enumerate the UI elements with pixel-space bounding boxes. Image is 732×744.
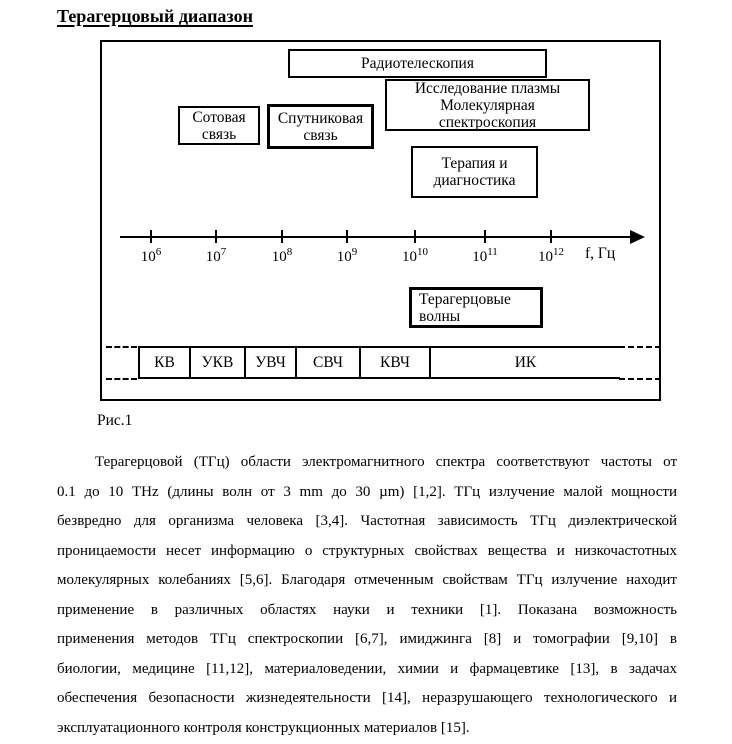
figure-box-terahertz-waves [409, 287, 543, 328]
tick-label: $10^7$ [205, 246, 227, 265]
paragraph-line: применения методов ТГц спектроскопии [6,7], имиджинга [8] и томографии [9,10] в [57, 631, 677, 647]
band-label: УКВ [201, 353, 234, 371]
band-cell [138, 348, 189, 377]
dashed-line [106, 346, 137, 348]
band-cell [189, 348, 244, 377]
figure-box-label: связь [201, 125, 237, 143]
band-cell [295, 348, 359, 377]
band-label: КВ [154, 353, 175, 371]
tick-label: $10^{10}$ [402, 246, 428, 265]
figure-box-therapy [411, 146, 538, 198]
tick-label: $10^6$ [140, 246, 162, 265]
tick-label: $10^9$ [336, 246, 358, 265]
band-label: ИК [514, 353, 537, 371]
band-cell [244, 348, 295, 377]
tick-mark [150, 230, 152, 243]
paragraph-line: эксплуатационного контроля конструкционных материалов [15]. [57, 719, 470, 736]
dashed-line [619, 346, 661, 348]
tick-mark [346, 230, 348, 243]
tick-label: $10^{12}$ [538, 246, 564, 265]
dashed-line [106, 378, 137, 380]
figure-box-label: Терапия и [441, 155, 508, 172]
tick-mark [281, 230, 283, 243]
axis-arrowhead-icon [630, 230, 645, 244]
band-cell [359, 348, 429, 377]
tick-mark [550, 230, 552, 243]
band-strip [138, 346, 620, 379]
figure-box-label: Терагерцовые [419, 290, 511, 308]
paragraph-line: обеспечения безопасности жизнедеятельности [14], неразрушающего технологического и [57, 690, 677, 706]
axis-unit-label: f, Гц [585, 245, 616, 262]
figure-box-plasma-spectroscopy [385, 79, 590, 131]
figure-box-label: диагностика [433, 172, 516, 189]
figure-box-label: связь [303, 126, 338, 144]
figure-box-cellular [178, 106, 260, 145]
page-title: Терагерцовый диапазон [57, 6, 253, 26]
figure-box-label: Молекулярная [440, 96, 535, 114]
band-label: КВЧ [380, 353, 410, 371]
frequency-axis-line [120, 236, 632, 238]
spectrum-diagram [100, 40, 661, 401]
tick-mark [414, 230, 416, 243]
band-cell [429, 348, 620, 377]
tick-mark [484, 230, 486, 243]
tick-label: $10^8$ [271, 246, 293, 265]
figure-box-label: волны [419, 307, 461, 325]
paragraph-line: безвредно для организма человека [3,4]. Частотная зависимость ТГц диэлектрической [57, 513, 677, 529]
paragraph-line: биологии, медицине [11,12], материаловедении, химии и фармацевтике [13], в задачах [57, 660, 677, 677]
figure-box-label: спектроскопия [438, 113, 537, 131]
paragraph [57, 448, 677, 743]
figure-box-label: Спутниковая [277, 109, 364, 127]
band-label: УВЧ [255, 353, 286, 371]
paragraph-line: 0.1 до 10 THz (длины волн от 3 mm до 30 µm) [1,2]. ТГц излучение малой мощности [57, 483, 677, 500]
band-label: СВЧ [313, 353, 343, 371]
figure-caption: Рис.1 [97, 412, 133, 429]
tick-label: $10^{11}$ [472, 246, 498, 265]
dashed-line [619, 378, 661, 380]
tick-mark [215, 230, 217, 243]
figure-box-label: Сотовая [192, 108, 246, 126]
figure-box-label: Радиотелескопия [361, 55, 474, 72]
figure-box-satellite [267, 104, 374, 149]
paragraph-line: проницаемости несет информацию о структурных свойствах вещества и низкочастотных [57, 542, 677, 559]
paragraph-line: Терагерцовой (ТГц) области электромагнитного спектра соответствуют частоты от [95, 454, 677, 470]
paragraph-line: применение в различных областях науки и техники [1]. Показана возможность [57, 601, 677, 618]
figure-box-radiotelescopy [288, 49, 547, 78]
paragraph-line: молекулярных колебаниях [5,6]. Благодаря отмеченным свойствам ТГц излучение находит [57, 572, 677, 588]
figure-box-label: Исследование плазмы [414, 79, 561, 97]
